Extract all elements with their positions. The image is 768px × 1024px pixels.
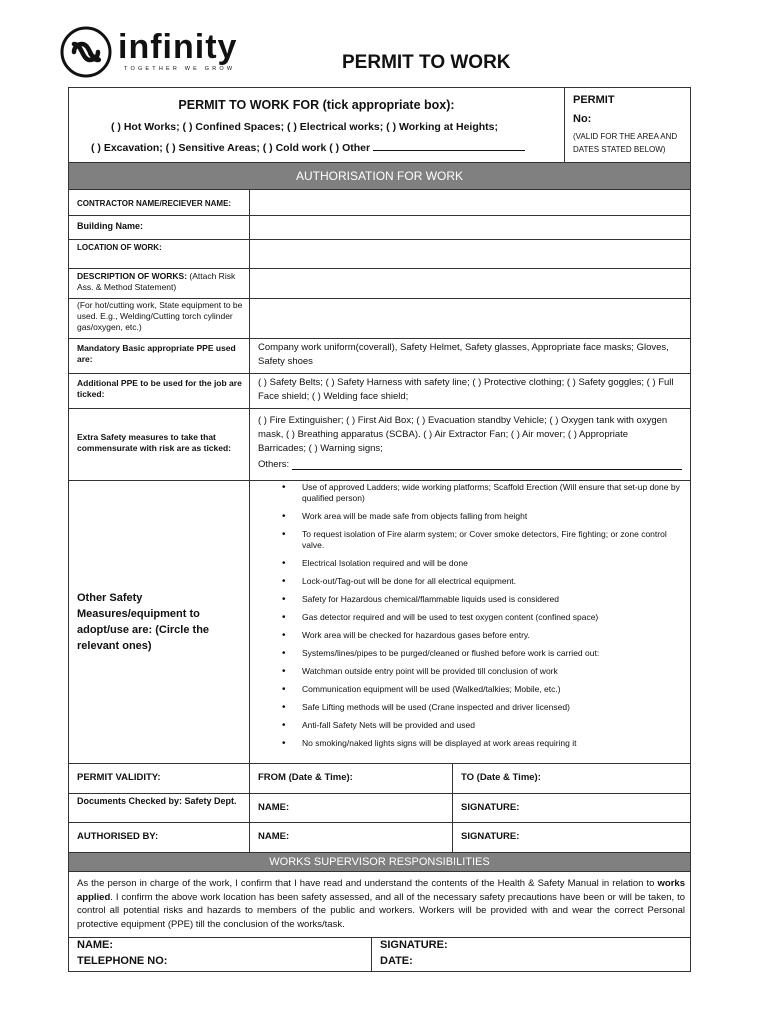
footer-date-label: DATE: (380, 955, 413, 967)
permit-types-line-2 (91, 140, 525, 154)
measure-item[interactable]: • Anti-fall Safety Nets will be provided and used (266, 720, 686, 731)
other-measures-label-cell (68, 480, 250, 764)
extra-safety-others-label: Others: (258, 459, 290, 470)
documents-name-label: NAME: (258, 802, 290, 813)
building-label: Building Name: (77, 221, 144, 231)
company-logo (60, 26, 250, 78)
hot-cutting-field[interactable] (249, 298, 691, 339)
measure-item[interactable]: • No smoking/naked lights signs will be displayed at work areas requiring it (266, 738, 686, 749)
measures-list (266, 482, 686, 749)
extra-safety-cell[interactable] (249, 408, 691, 481)
location-field[interactable] (249, 239, 691, 269)
measure-item[interactable]: • Work area will be made safe from objects falling from height (266, 511, 686, 522)
documents-label: Documents Checked by: Safety Dept. (77, 796, 237, 806)
measure-item[interactable]: • Use of approved Ladders; wide working platforms; Scaffold Erection (Will ensure that set-up done by qualified person) (266, 482, 686, 504)
description-field[interactable] (249, 268, 691, 299)
supervisor-header: WORKS SUPERVISOR RESPONSIBILITIES (68, 852, 691, 872)
permit-number-box (564, 87, 691, 163)
permit-for-heading: PERMIT TO WORK FOR (tick appropriate box): (178, 98, 455, 112)
footer-signature-label: SIGNATURE: (380, 939, 448, 951)
extra-safety-label-cell (68, 408, 250, 481)
permit-types-line-2-text: ( ) Excavation; ( ) Sensitive Areas; ( ) Cold work ( ) Other (91, 142, 371, 154)
permit-box-note: (VALID FOR THE AREA AND DATES STATED BELOW) (573, 132, 678, 154)
extra-safety-others (258, 458, 289, 472)
additional-ppe-cell[interactable] (249, 373, 691, 409)
validity-label-cell (68, 763, 250, 794)
authorisation-header: AUTHORISATION FOR WORK (68, 162, 691, 190)
permit-for-section (68, 87, 565, 163)
authorised-name-field[interactable] (249, 822, 453, 853)
extra-safety-label: Extra Safety measures to take that commensurate with risk are as ticked: (77, 432, 232, 453)
others-blank-line (292, 469, 682, 470)
description-label-cell (68, 268, 250, 299)
location-label-cell (68, 239, 250, 269)
statement-part-2: . I confirm the above work location has been safety assessed, and all of the necessary safety precautions have been or will be taken, to control all potential risks and hazards to members of the public and workers. Workers will be provided with and wear the correct Personal protective equipment (PPE) till the conclusion of the works/task. (77, 891, 685, 930)
description-label (77, 271, 247, 293)
statement-part-1: As the person in charge of the work, I confirm that I have read and understand the contents of the Health & Safety Manual in relation to (77, 878, 658, 889)
documents-signature-label: SIGNATURE: (461, 802, 520, 813)
authorised-label: AUTHORISED BY: (77, 831, 159, 842)
building-name-field[interactable] (249, 215, 691, 240)
footer-name-label: NAME: (77, 939, 114, 951)
mandatory-ppe-label-cell (68, 338, 250, 374)
authorised-signature-label: SIGNATURE: (461, 831, 520, 842)
additional-ppe-value: ( ) Safety Belts; ( ) Safety Harness with safety line; ( ) Protective clothing; ( ) Safety goggles; ( ) Full Face shield; ( ) Welding face shield; (258, 377, 674, 402)
documents-label-cell (68, 793, 250, 823)
additional-ppe-label: Additional PPE to be used for the job are ticked: (77, 378, 242, 399)
permit-types-line-1: ( ) Hot Works; ( ) Confined Spaces; ( ) Electrical works; ( ) Working at Heights; (111, 121, 498, 133)
statement-text (77, 877, 685, 931)
other-measures-label: Other Safety Measures/equipment to adopt/use are: (Circle the relevant ones) (77, 592, 210, 652)
extra-safety-value: ( ) Fire Extinguisher; ( ) First Aid Box; ( ) Evacuation standby Vehicle; ( ) Oxygen tank with oxygen mask, ( ) Breathing apparatus (SCBA). ( ) Air Extractor Fan; ( ) Air mover; ( ) Appropriate Barricades; ( ) Warning signs; (258, 415, 668, 454)
measure-item[interactable]: • To request isolation of Fire alarm system; or Cover smoke detectors, Fire fighting; or zone control valve. (266, 529, 686, 551)
permit-box-no: No: (573, 113, 592, 125)
location-label: LOCATION OF WORK: (77, 243, 162, 252)
footer-telephone-label: TELEPHONE NO: (77, 955, 168, 967)
validity-to-field[interactable] (452, 763, 691, 794)
documents-name-field[interactable] (249, 793, 453, 823)
other-blank-line (373, 140, 525, 151)
statement-cell (68, 871, 691, 938)
statement-bold: works applied (77, 878, 685, 903)
validity-from-label: FROM (Date & Time): (258, 772, 353, 783)
description-label-rest: (Attach Risk Ass. & Method Statement) (77, 271, 236, 292)
measure-item[interactable]: • Safe Lifting methods will be used (Crane inspected and driver licensed) (266, 702, 686, 713)
measure-item[interactable]: • Gas detector required and will be used to test oxygen content (confined space) (266, 612, 686, 623)
measure-item[interactable]: • Safety for Hazardous chemical/flammable liquids used is considered (266, 594, 686, 605)
measure-item[interactable]: • Communication equipment will be used (Walked/talkies; Mobile, etc.) (266, 684, 686, 695)
validity-label: PERMIT VALIDITY: (77, 772, 161, 783)
measure-item[interactable]: • Watchman outside entry point will be provided till conclusion of work (266, 666, 686, 677)
description-label-bold: DESCRIPTION OF WORKS: (77, 271, 188, 281)
authorised-name-label: NAME: (258, 831, 290, 842)
measure-item[interactable]: • Systems/lines/pipes to be purged/cleaned or flushed before work is carried out: (266, 648, 686, 659)
additional-ppe-label-cell (68, 373, 250, 409)
permit-box-title: PERMIT (573, 94, 615, 106)
contractor-name-field[interactable] (249, 190, 691, 216)
mandatory-ppe-value: Company work uniform(coverall), Safety Helmet, Safety glasses, Appropriate face masks; Gloves, Safety shoes (258, 342, 669, 367)
footer-signature-cell[interactable] (371, 937, 691, 972)
measure-item[interactable]: • Electrical Isolation required and will be done (266, 558, 686, 569)
contractor-label-cell (68, 190, 250, 216)
building-label-cell (68, 215, 250, 240)
authorised-label-cell (68, 822, 250, 853)
mandatory-ppe-cell (249, 338, 691, 374)
other-measures-cell (249, 480, 691, 764)
mandatory-ppe-label: Mandatory Basic appropriate PPE used are: (77, 343, 236, 364)
hot-cutting-label-cell (68, 298, 250, 339)
document-title: PERMIT TO WORK (342, 52, 511, 73)
hot-cutting-label: (For hot/cutting work, State equipment to be used. E.g., Welding/Cutting torch cylinder gas/oxygen, etc.) (77, 300, 243, 332)
contractor-label: CONTRACTOR NAME/RECIEVER NAME: (77, 199, 232, 208)
infinity-logo-icon (60, 26, 112, 78)
brand-name: infinity (118, 28, 238, 66)
footer-name-cell[interactable] (68, 937, 372, 972)
brand-tagline: TOGETHER WE GROW (124, 66, 236, 72)
documents-signature-field[interactable] (452, 793, 691, 823)
validity-to-label: TO (Date & Time): (461, 772, 541, 783)
measure-item[interactable]: • Work area will be checked for hazardous gases before entry. (266, 630, 686, 641)
measure-item[interactable]: • Lock-out/Tag-out will be done for all electrical equipment. (266, 576, 686, 587)
authorised-signature-field[interactable] (452, 822, 691, 853)
validity-from-field[interactable] (249, 763, 453, 794)
